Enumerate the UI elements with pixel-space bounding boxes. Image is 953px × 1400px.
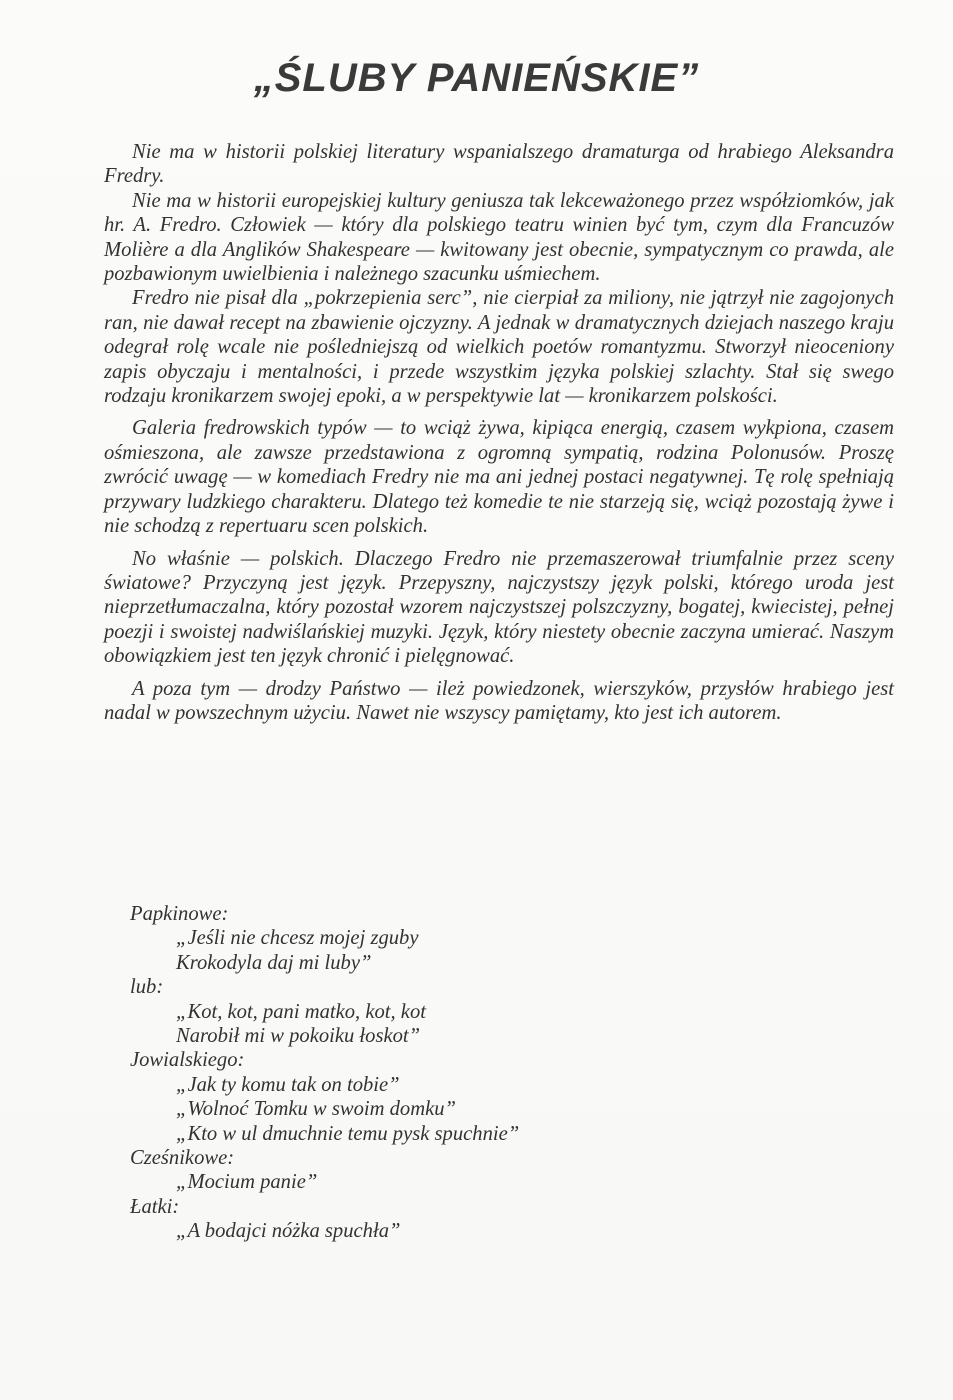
quote-line: „Kto w ul dmuchnie temu pysk spuchnie” <box>176 1122 520 1145</box>
paragraph: Galeria fredrowskich typów — to wciąż żywa, kipiąca energią, czasem wykpiona, czasem ośmieszona, ale zawsze przedstawiona z ogromną sympatią, rodzina Polonusów. Proszę zwrócić uwagę — w komediach Fredry nie ma ani jednej postaci negatywnej. Tę rolę spełniają przywary ludzkiego charakteru. Dlatego też komedie te nie starzeją się, wciąż pozostają żywe i nie schodzą z repertuaru scen polskich. <box>104 417 894 538</box>
page-title: „ŚLUBY PANIEŃSKIE” <box>253 56 700 100</box>
quote-label-jowialski: Jowialskiego: <box>130 1049 245 1072</box>
paragraph: A poza tym — drodzy Państwo — ileż powiedzonek, wierszyków, przysłów hrabiego jest nadal w powszechnym użyciu. Nawet nie wszyscy pamiętamy, kto jest ich autorem. <box>104 677 894 724</box>
quote-line: „Wolnoć Tomku w swoim domku” <box>176 1098 456 1121</box>
quote-label-lub: lub: <box>130 976 164 999</box>
quote-line: „Jak ty komu tak on tobie” <box>176 1073 400 1096</box>
paragraph: Fredro nie pisał dla „pokrzepienia serc”, nie cierpiał za miliony, nie jątrzył nie zagojonych ran, nie dawał recept na zbawienie ojczyzny. A jednak w dramatycznych dziejach naszego kraju odegrał rolę wcale nie pośledniejszą od wielkich poetów romantyzmu. Stworzył nieoceniony zapis obyczaju i mentalności, i przede wszystkim języka polskiej szlachty. Stał się swego rodzaju kronikarzem swojej epoki, a w perspektywie lat — kronikarzem polskości. <box>104 287 894 408</box>
quote-line: Krokodyla daj mi luby” <box>176 951 372 974</box>
quotes-list <box>130 902 730 1244</box>
quote-label-latka: Łatki: <box>130 1195 180 1218</box>
paragraph: Nie ma w historii europejskiej kultury geniusza tak lekceważonego przez współziomków, jak hr. A. Fredro. Człowiek — który dla polskiego teatru winien być tym, czym dla Francuzów Molière a dla Anglików Shakespeare — kwitowany jest obecnie, sympatycznym co prawda, ale pozbawionym uwielbienia i należnego szacunku uśmiechem. <box>104 189 894 286</box>
quote-line: Narobił mi w pokoiku łoskot” <box>176 1025 421 1048</box>
paragraph: No właśnie — polskich. Dlaczego Fredro nie przemaszerował triumfalnie przez sceny światowe? Przyczyną jest język. Przepyszny, najczystszy język polski, którego uroda jest nieprzetłumaczalna, który pozostał wzorem najczystszej polszczyzny, bogatej, kwiecistej, pełnej poezji i swoistej nadwiślańskiej muzyki. Język, który niestety obecnie zaczyna umierać. Naszym obowiązkiem jest ten język chronić i pielęgnować. <box>104 547 894 668</box>
article-body <box>104 140 894 725</box>
quote-line: „A bodajci nóżka spuchła” <box>176 1220 401 1243</box>
quote-label-czesnik: Cześnikowe: <box>130 1147 235 1170</box>
quote-line: „Jeśli nie chcesz mojej zguby <box>176 927 419 950</box>
quote-line: „Mocium panie” <box>176 1171 318 1194</box>
quote-line: „Kot, kot, pani matko, kot, kot <box>176 1000 426 1023</box>
quote-label-papkin: Papkinowe: <box>130 903 229 925</box>
paragraph: Nie ma w historii polskiej literatury wspanialszego dramaturga od hrabiego Aleksandra Fredry. <box>104 141 894 188</box>
